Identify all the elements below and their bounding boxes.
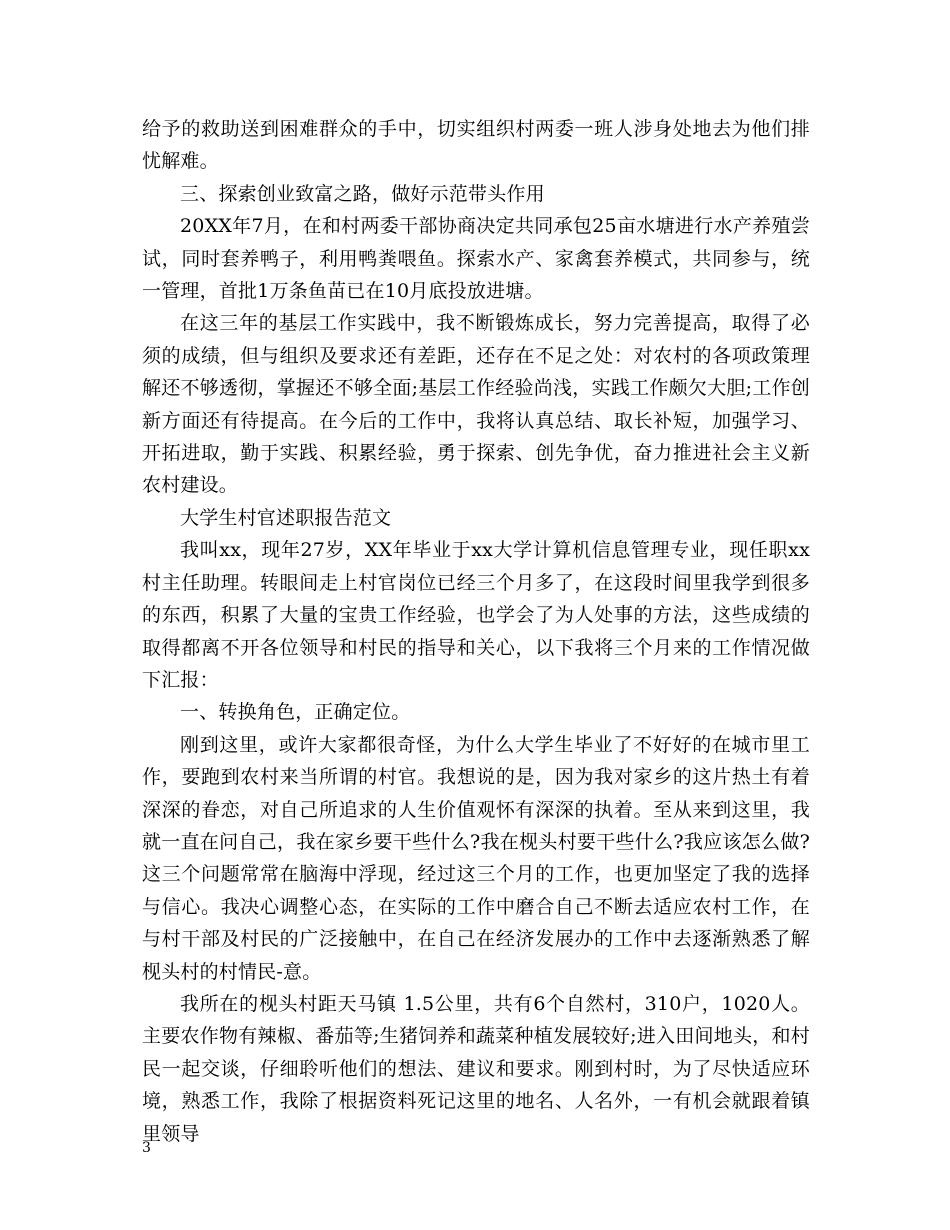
paragraph-3: 在这三年的基层工作实践中，我不断锻炼成长，努力完善提高，取得了必须的成绩，但与组织及要求还有差距，还存在不足之处：对农村的各项政策理解还不够透彻，掌握还不够全面;基层工作经验尚浅，实践工作颇欠大胆;工作创新方面还有待提高。在今后的工作中，我将认真总结、取长补短，加强学习、开拓进取，勤于实践、积累经验，勇于探索、创先争优，奋力推进社会主义新农村建设。	[142, 312, 810, 497]
paragraph-6: 我所在的枧头村距天马镇 1.5公里，共有6个自然村，310户，1020人。主要农作物有辣椒、番茄等;生猪饲养和蔬菜种植发展较好;进入田间地头，和村民一起交谈，仔细聆听他们的想法、建议和要求。刚到村时，为了尽快适应环境，熟悉工作，我除了根据资料死记这里的地名、人名外，一有机会就跟着镇里领导	[142, 992, 810, 1145]
section-heading-3: 三、探索创业致富之路，做好示范带头作用	[180, 182, 545, 205]
section-heading-1: 一、转换角色，正确定位。	[180, 701, 411, 724]
article-title: 大学生村官述职报告范文	[180, 506, 392, 529]
paragraph-4: 我叫xx，现年27岁，XX年毕业于xx大学计算机信息管理专业，现任职xx村主任助理。转眼间走上村官岗位已经三个月多了，在这段时间里我学到很多的东西，积累了大量的宝贵工作经验，也学会了为人处事的方法，这些成绩的取得都离不开各位领导和村民的指导和关心，以下我将三个月来的工作情况做下汇报：	[142, 539, 810, 691]
paragraph-2: 20XX年7月，在和村两委干部协商决定共同承包25亩水塘进行水产养殖尝试，同时套养鸭子，利用鸭粪喂鱼。探索水产、家禽套养模式，共同参与，统一管理，首批1万条鱼苗已在10月底投放进塘。	[142, 215, 810, 303]
paragraph-1: 给予的救助送到困难群众的手中，切实组织村两委一班人涉身处地去为他们排忧解难。	[142, 118, 810, 173]
document-body	[142, 113, 810, 1150]
paragraph-5: 刚到这里，或许大家都很奇怪，为什么大学生毕业了不好好的在城市里工作，要跑到农村来当所谓的村官。我想说的是，因为我对家乡的这片热土有着深深的眷恋，对自己所追求的人生价值观怀有深深的执着。至从来到这里，我就一直在问自己，我在家乡要干些什么?我在枧头村要干些什么?我应该怎么做?这三个问题常常在脑海中浮现，经过这三个月的工作，也更加坚定了我的选择与信心。我决心调整心态，在实际的工作中磨合自己不断去适应农村工作，在与村干部及村民的广泛接触中，在自己在经济发展办的工作中去逐渐熟悉了解枧头村的村情民-意。	[142, 733, 810, 983]
page-number: 3	[142, 1140, 151, 1156]
